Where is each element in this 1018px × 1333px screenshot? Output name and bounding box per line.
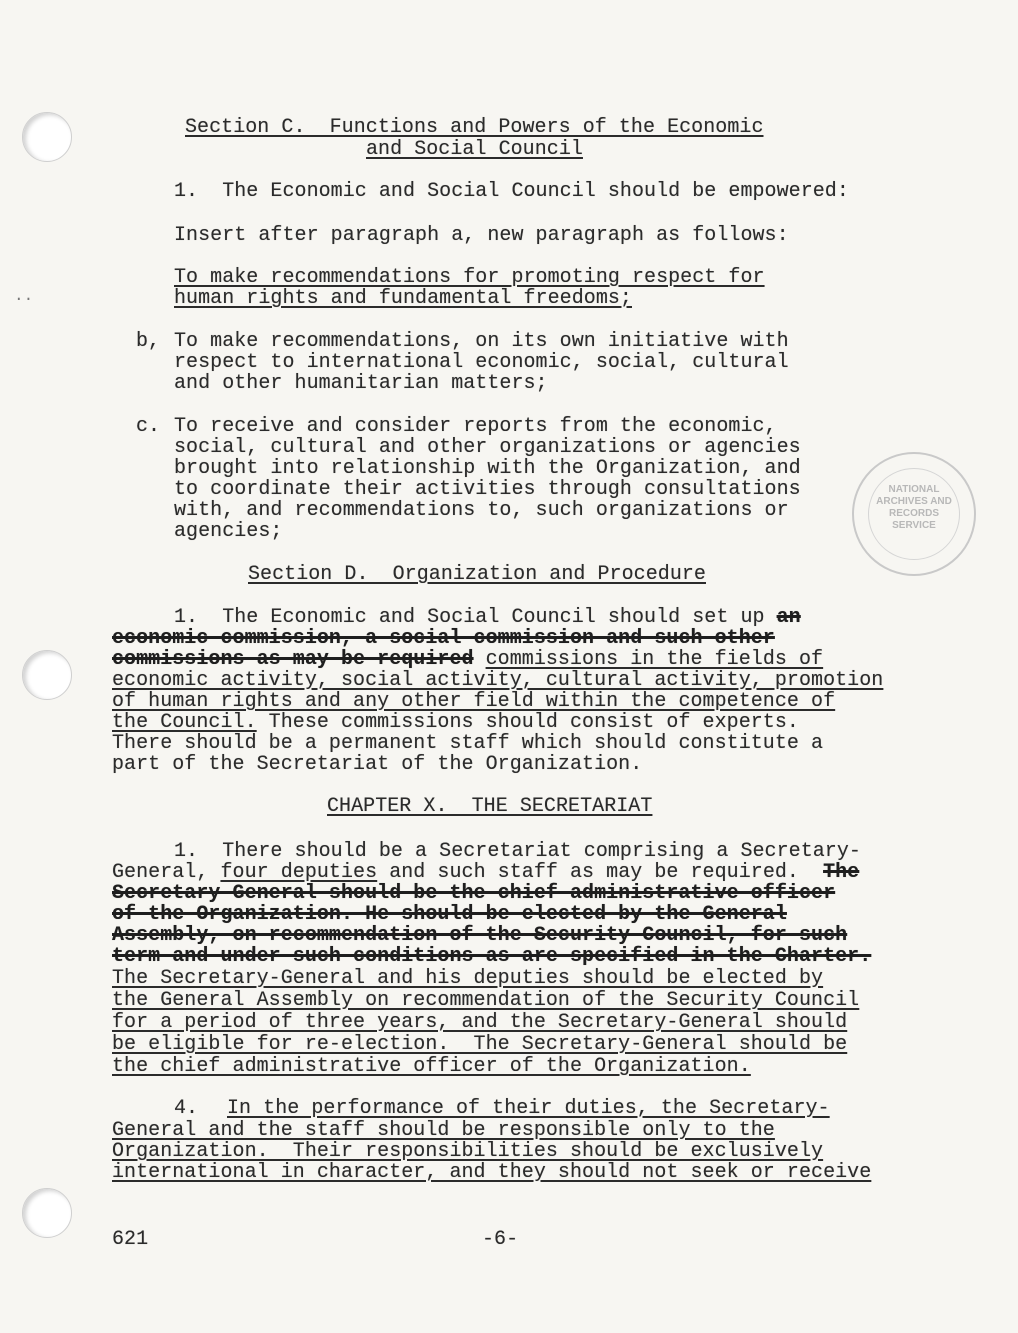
chapter-x-title: CHAPTER X. THE SECRETARIAT (327, 795, 653, 818)
archive-stamp (852, 452, 976, 576)
added-text: four deputies (220, 861, 378, 884)
binder-hole-middle (22, 650, 72, 700)
stamp-text-line3: RECORDS (888, 508, 939, 519)
margin-mark: ·· (14, 290, 34, 308)
added-text: Organization. Their responsibilities should be exclusively (112, 1140, 824, 1163)
struck-text: Assembly, on recommendation of the Security Council, for such (112, 924, 848, 947)
section-d-line7: There should be a permanent staff which should constitute a (112, 732, 824, 755)
section-c-title-cont: and Social Council (366, 138, 583, 161)
item-c-line: social, cultural and other organizations or agencies (174, 436, 801, 459)
section-c-item1: 1. The Economic and Social Council should be empowered: (174, 180, 849, 203)
item-b-line: and other humanitarian matters; (174, 372, 548, 395)
added-text: In the performance of their duties, the Secretary- (227, 1097, 830, 1120)
chapter-x-p4-number: 4. (174, 1097, 199, 1120)
struck-text: of the Organization. He should be elected by the General (112, 903, 787, 926)
binder-hole-top (22, 112, 72, 162)
item-b-line: respect to international economic, social, cultural (174, 351, 789, 374)
section-d-line6 (112, 713, 799, 733)
item-c-line: agencies; (174, 520, 283, 543)
stamp-text-line2: ARCHIVES AND (876, 496, 952, 507)
added-text: be eligible for re-election. The Secretary-General should be (112, 1033, 848, 1056)
page-number: -6- (482, 1228, 519, 1251)
struck-text: Secretary General should be the chief administrative officer (112, 882, 836, 905)
item-c-marker: c. (136, 415, 161, 438)
added-text: General and the staff should be responsible only to the (112, 1119, 775, 1142)
added-text: of human rights and any other field within the competence of (112, 690, 836, 713)
p1-text: General, (112, 861, 221, 884)
item-c-line: To receive and consider reports from the economic, (174, 415, 777, 438)
struck-text: commissions as may be required (112, 648, 474, 671)
new-paragraph-line: To make recommendations for promoting respect for (174, 266, 765, 289)
item-c-line: brought into relationship with the Organization, and (174, 457, 801, 480)
struck-text: term and under such conditions as are specified in the Charter. (112, 945, 872, 968)
added-text: international in character, and they should not seek or receive (112, 1161, 872, 1184)
document-number: 621 (112, 1228, 149, 1251)
section-c-title: Section C. Functions and Powers of the Economic (185, 116, 764, 139)
p1-text: and such staff as may be required. (377, 861, 824, 884)
section-d-line6-rest: These commissions should consist of experts. (256, 711, 799, 734)
item-c-line: to coordinate their activities through consultations (174, 478, 801, 501)
added-text: The Secretary-General and his deputies should be elected by (112, 967, 824, 990)
added-text: the chief administrative officer of the Organization. (112, 1055, 751, 1078)
added-text: for a period of three years, and the Secretary-General should (112, 1011, 848, 1034)
added-text: commissions in the fields of (485, 648, 824, 671)
added-text: the Council. (112, 711, 257, 734)
added-text: the General Assembly on recommendation of the Security Council (112, 989, 860, 1012)
struck-text: The (823, 861, 860, 884)
section-d-line3 (112, 650, 823, 670)
stamp-text-line1: NATIONAL (888, 484, 940, 495)
binder-hole-bottom (22, 1188, 72, 1238)
item-c-line: with, and recommendations to, such organizations or (174, 499, 789, 522)
stamp-text-line4: SERVICE (892, 520, 936, 531)
chapter-x-p1-line1: 1. There should be a Secretariat comprising a Secretary- (174, 840, 861, 863)
section-d-line8: part of the Secretariat of the Organization. (112, 753, 643, 776)
new-paragraph-line: human rights and fundamental freedoms; (174, 287, 632, 310)
item-b-line: To make recommendations, on its own initiative with (174, 330, 789, 353)
section-d-line1-text: 1. The Economic and Social Council should set up (174, 606, 777, 629)
section-d-title: Section D. Organization and Procedure (248, 563, 706, 586)
added-text: economic activity, social activity, cultural activity, promotion (112, 669, 884, 692)
struck-text: an (776, 606, 801, 629)
chapter-x-p1-line2 (112, 863, 859, 883)
struck-text: economic commission, a social commission and such other (112, 627, 775, 650)
section-d-line1 (174, 608, 801, 628)
insert-instruction: Insert after paragraph a, new paragraph as follows: (174, 224, 789, 247)
item-b-marker: b, (136, 330, 161, 353)
